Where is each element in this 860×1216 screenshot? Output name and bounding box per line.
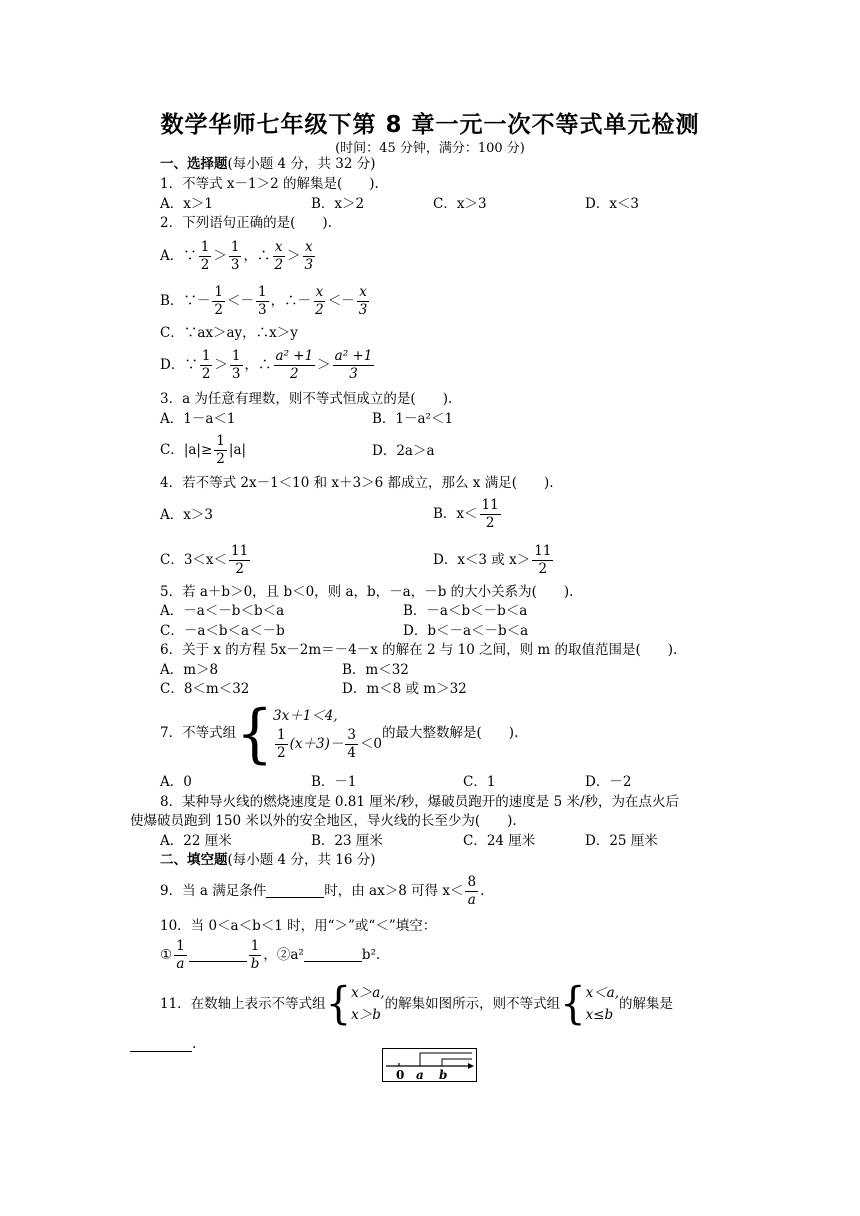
- q2-option-b: B．∵－ $\frac{1}{2}$ ＜－ $\frac{1}{3}$ ，∴－ $\frac{x}{2}$ ＜－ $\frac{x}{3}$: [160, 283, 368, 318]
- q8-option-a: A．22 厘米: [160, 833, 232, 849]
- q3-stem: 3．a 为任意有理数，则不等式恒成立的是( ).: [160, 391, 453, 407]
- q3-option-d: D．2a＞a: [372, 443, 435, 459]
- q10-stem: 10．当 0＜a＜b＜1 时，用“＞”或“＜”填空：: [160, 918, 437, 934]
- q8-option-d: D．25 厘米: [585, 833, 658, 849]
- q4-stem: 4．若不等式 2x－1＜10 和 x＋3＞6 都成立，那么 x 满足( ).: [160, 475, 554, 491]
- q3-option-c: C．|a|≥ $\frac{1}{2}$ |a|: [160, 432, 247, 467]
- section-fill-heading: 二、填空题(每小题 4 分，共 16 分): [160, 852, 376, 868]
- q1-stem: 1．不等式 x－1＞2 的解集是( ).: [160, 176, 379, 192]
- q6-option-b: B．m＜32: [342, 662, 409, 678]
- q3-option-b: B．1－a²＜1: [372, 411, 454, 427]
- arrow-icon: [468, 1063, 474, 1069]
- q2-option-c: C．∵ax＞ay，∴x＞y: [160, 325, 298, 341]
- q8-stem-line2: 使爆破员跑到 150 米以外的安全地区，导火线的长至少为( ).: [130, 813, 517, 829]
- label-a: a: [416, 1068, 424, 1082]
- q7-option-a: A．0: [160, 774, 192, 790]
- exam-info: (时间：45 分钟，满分：100 分): [335, 141, 525, 156]
- q1-option-c: C．x＞3: [433, 196, 487, 212]
- q11-answer-line: .: [130, 1036, 196, 1052]
- q8-option-c: C．24 厘米: [463, 833, 536, 849]
- number-line-figure: [382, 1048, 478, 1084]
- q6-option-d: D．m＜8 或 m＞32: [342, 681, 467, 697]
- q6-stem: 6．关于 x 的方程 5x－2m＝－4－x 的解在 2 与 10 之间，则 m 的取值范围是( ).: [160, 642, 678, 658]
- q7-option-d: D．－2: [585, 774, 632, 790]
- q5-option-b: B．－a＜b＜－b＜a: [403, 603, 528, 619]
- q6-option-c: C．8＜m＜32: [160, 681, 250, 697]
- q2-option-d: D．∵ $\frac{1}{2}$ ＞ $\frac{1}{3}$ ，∴ $\frac{\text{a² +1}}{2}$ ＞ $\frac{\text{a² +1}}{3}$: [160, 347, 373, 382]
- q1-option-d: D．x＜3: [585, 196, 640, 212]
- q1-option-a: A．x＞1: [160, 196, 213, 212]
- section-choice-heading: 一、选择题(每小题 4 分，共 32 分): [160, 156, 376, 172]
- q10-blank-1[interactable]: [189, 949, 247, 962]
- page-title: 数学华师七年级下第 8 章一元一次不等式单元检测: [160, 112, 700, 138]
- q8-stem-line1: 8．某种导火线的燃烧速度是 0.81 厘米/秒，爆破员跑开的速度是 5 米/秒，为在点火后: [160, 794, 679, 810]
- q5-option-a: A．－a＜－b＜b＜a: [160, 603, 285, 619]
- q1-option-b: B．x＞2: [311, 196, 365, 212]
- q4-option-d: D．x＜3 或 x＞ $\frac{11}{2}$: [433, 542, 552, 577]
- q11-blank[interactable]: [130, 1039, 192, 1052]
- q5-option-d: D．b＜－a＜－b＜a: [403, 623, 529, 639]
- q7-system: { 3x＋1＜4, $\frac{1}{2}$ (x＋3)－ $\frac{3}{4}$ ＜0: [236, 695, 383, 771]
- q8-option-b: B．23 厘米: [311, 833, 383, 849]
- q5-option-c: C．－a＜b＜a＜－b: [160, 623, 285, 639]
- q11-stem: 11．在数轴上表示不等式组 { x＞a, x＞b 的解集如图所示，则不等式组 { x＜a, x≤b 的解集是: [160, 978, 674, 1030]
- q4-option-b: B．x＜ $\frac{11}{2}$: [433, 496, 499, 531]
- q10-blanks: ① $\frac{1}{a}$ $\frac{1}{b}$ ，②a² b².: [160, 937, 381, 972]
- q9-stem: 9．当 a 满足条件 时，由 ax＞8 可得 x＜ $\frac{8}{a}$ .: [160, 873, 485, 908]
- label-0: 0: [396, 1068, 405, 1082]
- q2-option-a: A．∵ $\frac{1}{2}$ ＞ $\frac{1}{3}$ ，∴ $\frac{x}{2}$ ＞ $\frac{x}{3}$: [160, 238, 314, 273]
- q4-option-a: A．x＞3: [160, 507, 213, 523]
- q5-stem: 5．若 a＋b＞0，且 b＜0，则 a，b，－a，－b 的大小关系为( ).: [160, 584, 574, 600]
- label-b: b: [439, 1068, 448, 1082]
- q7-stem: 7．不等式组 { 3x＋1＜4, $\frac{1}{2}$ (x＋3)－ $\frac{3}{4}$ ＜0 的最大整数解是( ).: [160, 695, 519, 771]
- q7-option-b: B．－1: [311, 774, 357, 790]
- q3-option-a: A．1－a＜1: [160, 411, 236, 427]
- q9-blank[interactable]: [266, 885, 324, 898]
- interval-b: [442, 1059, 472, 1066]
- q2-stem: 2．下列语句正确的是( ).: [160, 215, 332, 231]
- q6-option-a: A．m＞8: [160, 662, 219, 678]
- q4-option-c: C．3＜x＜ $\frac{11}{2}$: [160, 542, 249, 577]
- q7-option-c: C．1: [463, 774, 496, 790]
- q10-blank-2[interactable]: [304, 949, 362, 962]
